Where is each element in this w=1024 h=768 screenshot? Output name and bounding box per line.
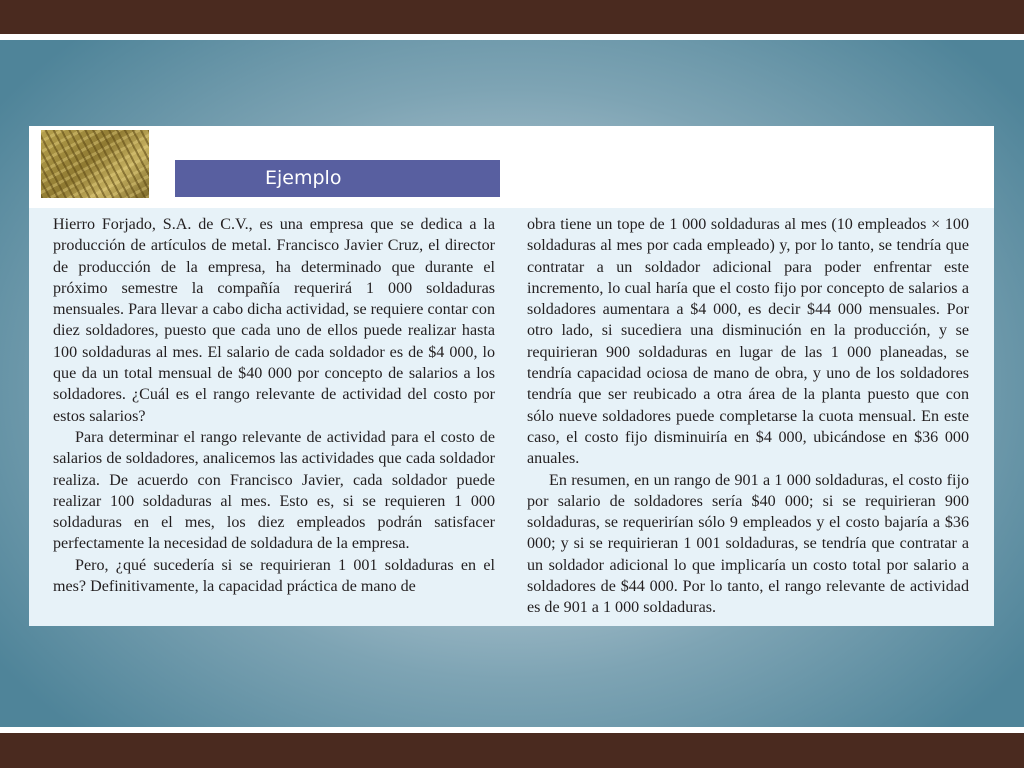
paragraph: Para determinar el rango relevante de actividad para el costo de salarios de soldadores, analicemos las actividades que cada soldador realiza. De acuerdo con Francisco Javier, cada soldador puede realizar 100 soldaduras al mes. Esto es, si se requieren 1 000 soldaduras en el mes, los diez empleados podrán satisfacer perfectamente la necesidad de soldadura de la empresa. (53, 428, 495, 553)
left-text-column (53, 214, 495, 597)
example-banner (175, 160, 500, 197)
right-text-column (527, 214, 969, 619)
top-frame-bar (0, 0, 1024, 34)
paragraph: En resumen, en un rango de 901 a 1 000 soldaduras, el costo fijo por salario de soldadores sería $40 000; si se requirieran 900 soldaduras, se requerirían sólo 9 empleados y el costo bajaría a $36 000; y si se requirieran 1 001 soldaduras, se tendría que contratar a un soldador adicional lo que implicaría un costo total por salario a soldadores de $44 000. Por lo tanto, el rango relevante de actividad es de 901 a 1 000 soldaduras. (527, 471, 969, 617)
bottom-frame-bar (0, 733, 1024, 768)
paragraph: Pero, ¿qué sucedería si se requirieran 1 001 soldaduras en el mes? Definitivamente, la capacidad práctica de mano de (53, 556, 495, 596)
paragraph: Hierro Forjado, S.A. de C.V., es una empresa que se dedica a la producción de artículos de metal. Francisco Javier Cruz, el director de producción de la empresa, ha determinado que durante el próximo semestre la compañía requerirá 1 000 soldaduras mensuales. Para llevar a cabo dicha actividad, se requiere contar con diez soldadores, puesto que cada uno de ellos puede realizar hasta 100 soldaduras al mes. El salario de cada soldador es de $4 000, lo que da un total mensual de $40 000 por concepto de salarios a los soldadores. ¿Cuál es el rango relevante de actividad del costo por estos salarios? (53, 216, 495, 425)
metal-texture-image (41, 130, 149, 198)
paragraph: obra tiene un tope de 1 000 soldaduras al mes (10 empleados × 100 soldaduras al mes por cada empleado) y, por lo tanto, se tendría que contratar a un soldador adicional para poder enfrentar este incremento, lo cual haría que el costo fijo por concepto de salarios a soldadores aumentara a $4 000, es decir $44 000 mensuales. Por otro lado, si sucediera una disminución en la producción, y se requirieran 900 soldaduras en lugar de las 1 000 planeadas, se tendría capacidad ociosa de mano de obra, y uno de los soldadores tendría que ser reubicado a otra área de la planta puesto que con sólo nueve soldadores puede completarse la cuota mensual. En este caso, el costo fijo disminuiría en $4 000, ubicándose en $36 000 anuales. (527, 216, 969, 468)
banner-label: Ejemplo (265, 167, 342, 189)
card-header (29, 126, 994, 208)
top-frame-divider (0, 34, 1024, 40)
example-card (29, 126, 994, 626)
